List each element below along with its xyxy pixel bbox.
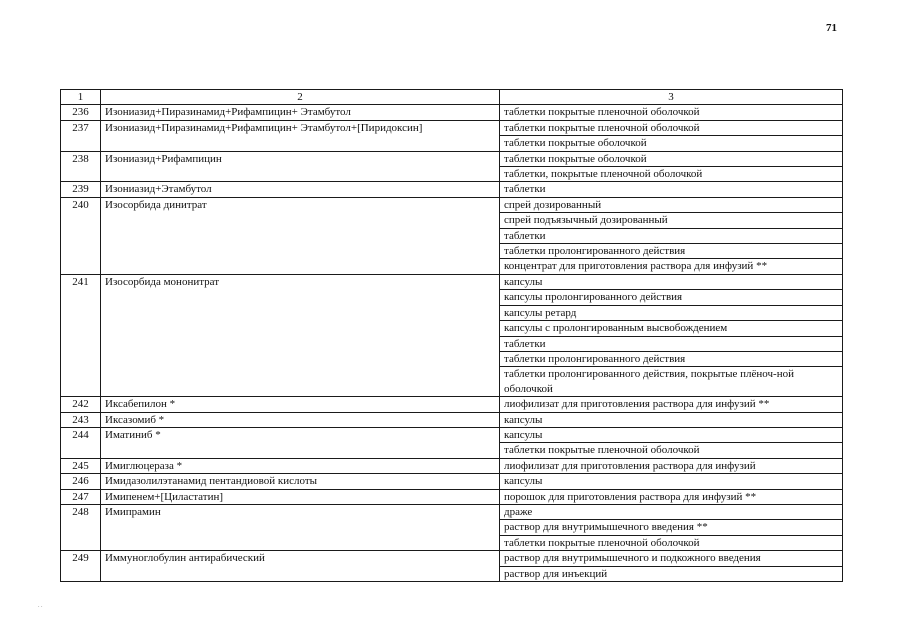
dosage-form: капсулы пролонгированного действия — [500, 290, 843, 305]
table-row — [61, 105, 843, 120]
table-row — [61, 504, 843, 519]
dosage-form: раствор для внутримышечного и подкожного введения — [500, 551, 843, 566]
drug-name: Иксазомиб * — [101, 412, 500, 427]
row-number: 243 — [61, 412, 101, 427]
dosage-form: таблетки покрытые оболочкой — [500, 151, 843, 166]
drug-name: Имиглюцераза * — [101, 458, 500, 473]
table-row — [61, 274, 843, 289]
dosage-form: таблетки пролонгированного действия — [500, 244, 843, 259]
row-number: 237 — [61, 120, 101, 151]
dosage-form: спрей дозированный — [500, 197, 843, 212]
header-cell-1: 1 — [61, 90, 101, 105]
table-row — [61, 458, 843, 473]
drug-name: Изосорбида динитрат — [101, 197, 500, 274]
row-number: 239 — [61, 182, 101, 197]
drug-name: Имипенем+[Циластатин] — [101, 489, 500, 504]
dosage-form: капсулы — [500, 427, 843, 442]
table-row — [61, 427, 843, 442]
dosage-form: лиофилизат для приготовления раствора для инфузий ** — [500, 397, 843, 412]
row-number: 244 — [61, 427, 101, 458]
row-number: 236 — [61, 105, 101, 120]
margin-marks: . . — [38, 603, 43, 609]
dosage-form: таблетки — [500, 228, 843, 243]
header-cell-3: 3 — [500, 90, 843, 105]
drug-name: Изониазид+Этамбутол — [101, 182, 500, 197]
dosage-form: порошок для приготовления раствора для инфузий ** — [500, 489, 843, 504]
drug-table — [60, 89, 843, 582]
dosage-form: таблетки покрытые оболочкой — [500, 136, 843, 151]
drug-name: Изониазид+Пиразинамид+Рифампицин+ Этамбутол — [101, 105, 500, 120]
dosage-form: таблетки, покрытые пленочной оболочкой — [500, 167, 843, 182]
table-row — [61, 197, 843, 212]
dosage-form: драже — [500, 504, 843, 519]
page-number: 71 — [826, 22, 837, 34]
dosage-form: концентрат для приготовления раствора для инфузий ** — [500, 259, 843, 274]
row-number: 238 — [61, 151, 101, 182]
dosage-form: лиофилизат для приготовления раствора для инфузий — [500, 458, 843, 473]
drug-name: Иматиниб * — [101, 427, 500, 458]
table-row — [61, 551, 843, 566]
drug-name: Имидазолилэтанамид пентандиовой кислоты — [101, 474, 500, 489]
dosage-form: капсулы ретард — [500, 305, 843, 320]
header-cell-2: 2 — [101, 90, 500, 105]
drug-name: Иммуноглобулин антирабический — [101, 551, 500, 582]
dosage-form: таблетки покрытые пленочной оболочкой — [500, 535, 843, 550]
dosage-form: капсулы — [500, 412, 843, 427]
dosage-form: капсулы — [500, 274, 843, 289]
dosage-form: таблетки пролонгированного действия — [500, 351, 843, 366]
row-number: 241 — [61, 274, 101, 396]
row-number: 240 — [61, 197, 101, 274]
drug-name: Изониазид+Пиразинамид+Рифампицин+ Этамбутол+[Пиридоксин] — [101, 120, 500, 151]
dosage-form: таблетки — [500, 336, 843, 351]
row-number: 242 — [61, 397, 101, 412]
table-row — [61, 151, 843, 166]
row-number: 248 — [61, 504, 101, 550]
table-row — [61, 489, 843, 504]
dosage-form: таблетки покрытые пленочной оболочкой — [500, 443, 843, 458]
dosage-form: таблетки покрытые пленочной оболочкой — [500, 105, 843, 120]
row-number: 247 — [61, 489, 101, 504]
drug-name: Изосорбида мононитрат — [101, 274, 500, 396]
table-row — [61, 120, 843, 135]
row-number: 249 — [61, 551, 101, 582]
dosage-form: таблетки — [500, 182, 843, 197]
dosage-form: спрей подъязычный дозированный — [500, 213, 843, 228]
header-row — [61, 90, 843, 105]
table-body — [61, 90, 843, 582]
drug-name: Изониазид+Рифампицин — [101, 151, 500, 182]
drug-name: Иксабепилон * — [101, 397, 500, 412]
row-number: 246 — [61, 474, 101, 489]
table-row — [61, 474, 843, 489]
row-number: 245 — [61, 458, 101, 473]
dosage-form: раствор для внутримышечного введения ** — [500, 520, 843, 535]
dosage-form: таблетки пролонгированного действия, покрытые плёноч-ной оболочкой — [500, 367, 843, 397]
table-row — [61, 397, 843, 412]
dosage-form: капсулы — [500, 474, 843, 489]
table-row — [61, 182, 843, 197]
table-row — [61, 412, 843, 427]
dosage-form: капсулы с пролонгированным высвобождением — [500, 321, 843, 336]
dosage-form: таблетки покрытые пленочной оболочкой — [500, 120, 843, 135]
dosage-form: раствор для инъекций — [500, 566, 843, 581]
drug-name: Имипрамин — [101, 504, 500, 550]
